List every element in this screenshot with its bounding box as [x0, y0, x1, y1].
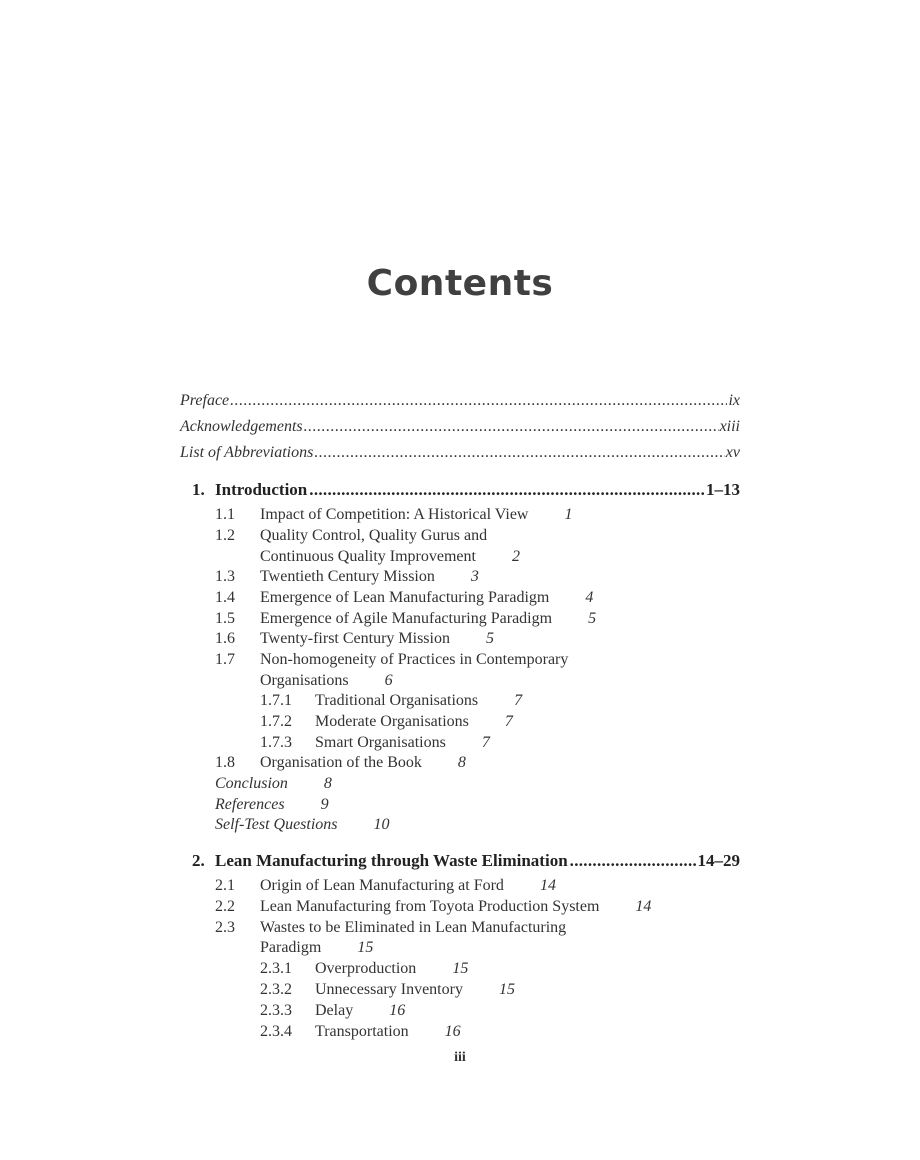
chapter-number: 1.: [192, 480, 205, 499]
subsection-title: Moderate Organisations: [315, 713, 469, 730]
chapter-title: Lean Manufacturing through Waste Elimination: [215, 851, 568, 870]
chapter-pages: 14–29: [697, 851, 740, 870]
section-title: Self-Test Questions: [215, 816, 338, 833]
chapter-heading[interactable]: [192, 851, 740, 871]
front-matter-label: Preface: [180, 392, 230, 409]
section-title: Emergence of Lean Manufacturing Paradigm: [260, 589, 550, 606]
front-matter-item[interactable]: [180, 392, 740, 418]
chapter-title: Introduction: [215, 480, 308, 499]
section-number: 2.3: [215, 919, 235, 936]
section-page: 8: [323, 775, 332, 792]
section-number: 1.5: [215, 610, 235, 627]
section-number: 2.2: [215, 898, 235, 915]
section-page: 9: [320, 796, 329, 813]
leader-dots: [309, 480, 704, 500]
subsection-title: Traditional Organisations: [315, 692, 479, 709]
section-page: 15: [357, 939, 374, 956]
subsection-number: 2.3.4: [260, 1023, 292, 1040]
front-matter-page: ix: [728, 392, 740, 409]
subsection-title: Transportation: [315, 1023, 409, 1040]
leader-dots: [570, 851, 696, 871]
section-title: Quality Control, Quality Gurus and: [260, 527, 488, 544]
section-number: 1.2: [215, 527, 235, 544]
front-matter-page: xiii: [719, 418, 740, 435]
section-page: 14: [635, 898, 652, 915]
section-title: Impact of Competition: A Historical View: [260, 506, 529, 523]
section-page: 5: [485, 630, 494, 647]
section-page: 15: [498, 981, 515, 998]
section-page: 5: [588, 610, 597, 627]
section-title: Emergence of Agile Manufacturing Paradigm: [260, 610, 553, 627]
subsection-number: 1.7.3: [260, 734, 292, 751]
section-page: 16: [389, 1002, 406, 1019]
subsection-number: 2.3.2: [260, 981, 292, 998]
subsection-title: Smart Organisations: [315, 734, 446, 751]
leader-dots: [314, 444, 724, 462]
section-number: 1.8: [215, 754, 235, 771]
section-title: Origin of Lean Manufacturing at Ford: [260, 877, 504, 894]
section-number: 2.1: [215, 877, 235, 894]
section-page: 2: [511, 548, 520, 565]
front-matter-label: Acknowledgements: [180, 418, 303, 435]
chapter-pages: 1–13: [706, 480, 740, 499]
section-title: Wastes to be Eliminated in Lean Manufacturing: [260, 919, 567, 936]
section-number: 1.3: [215, 568, 235, 585]
section-title: References: [215, 796, 285, 813]
section-title-cont: Organisations: [260, 672, 349, 689]
subsection-number: 2.3.1: [260, 960, 292, 977]
subsection-number: 1.7.1: [260, 692, 292, 709]
section-page: 3: [470, 568, 479, 585]
chapter-number: 2.: [192, 851, 205, 870]
section-page: 1: [564, 506, 573, 523]
section-title: Organisation of the Book: [260, 754, 422, 771]
section-title: Lean Manufacturing from Toyota Production System: [260, 898, 600, 915]
section-page: 8: [457, 754, 466, 771]
subsection-title: Overproduction: [315, 960, 417, 977]
front-matter-label: List of Abbreviations: [180, 444, 314, 461]
section-page: 16: [444, 1023, 461, 1040]
subsection-title: Unnecessary Inventory: [315, 981, 463, 998]
section-title: Twentieth Century Mission: [260, 568, 435, 585]
section-number: 1.6: [215, 630, 235, 647]
section-page: 7: [481, 734, 490, 751]
subsection-number: 2.3.3: [260, 1002, 292, 1019]
front-matter-item[interactable]: [180, 444, 740, 470]
subsection-number: 1.7.2: [260, 713, 292, 730]
section-number: 1.7: [215, 651, 235, 668]
section-page: 4: [585, 589, 594, 606]
front-matter-item[interactable]: [180, 418, 740, 444]
section-page: 7: [514, 692, 523, 709]
section-page: 15: [452, 960, 469, 977]
leader-dots: [304, 418, 719, 436]
section-title-cont: Continuous Quality Improvement: [260, 548, 476, 565]
section-title: Twenty-first Century Mission: [260, 630, 450, 647]
section-page: 6: [384, 672, 393, 689]
section-title: Non-homogeneity of Practices in Contemporary: [260, 651, 569, 668]
section-number: 1.4: [215, 589, 235, 606]
toc-entry-conclusion[interactable]: [215, 774, 332, 794]
toc-entry-self-test[interactable]: [215, 815, 390, 835]
section-page: 7: [504, 713, 513, 730]
subsection-title: Delay: [315, 1002, 354, 1019]
toc-entry-references[interactable]: [215, 795, 329, 815]
section-title: Conclusion: [215, 775, 288, 792]
leader-dots: [230, 392, 727, 410]
section-title-cont: Paradigm: [260, 939, 322, 956]
page-title: Contents: [366, 263, 554, 304]
chapter-heading[interactable]: [192, 480, 740, 500]
front-matter-list: [180, 392, 740, 470]
section-page: 14: [539, 877, 556, 894]
front-matter-page: xv: [725, 444, 740, 461]
section-number: 1.1: [215, 506, 235, 523]
section-page: 10: [373, 816, 390, 833]
page-folio: iii: [454, 1050, 466, 1065]
